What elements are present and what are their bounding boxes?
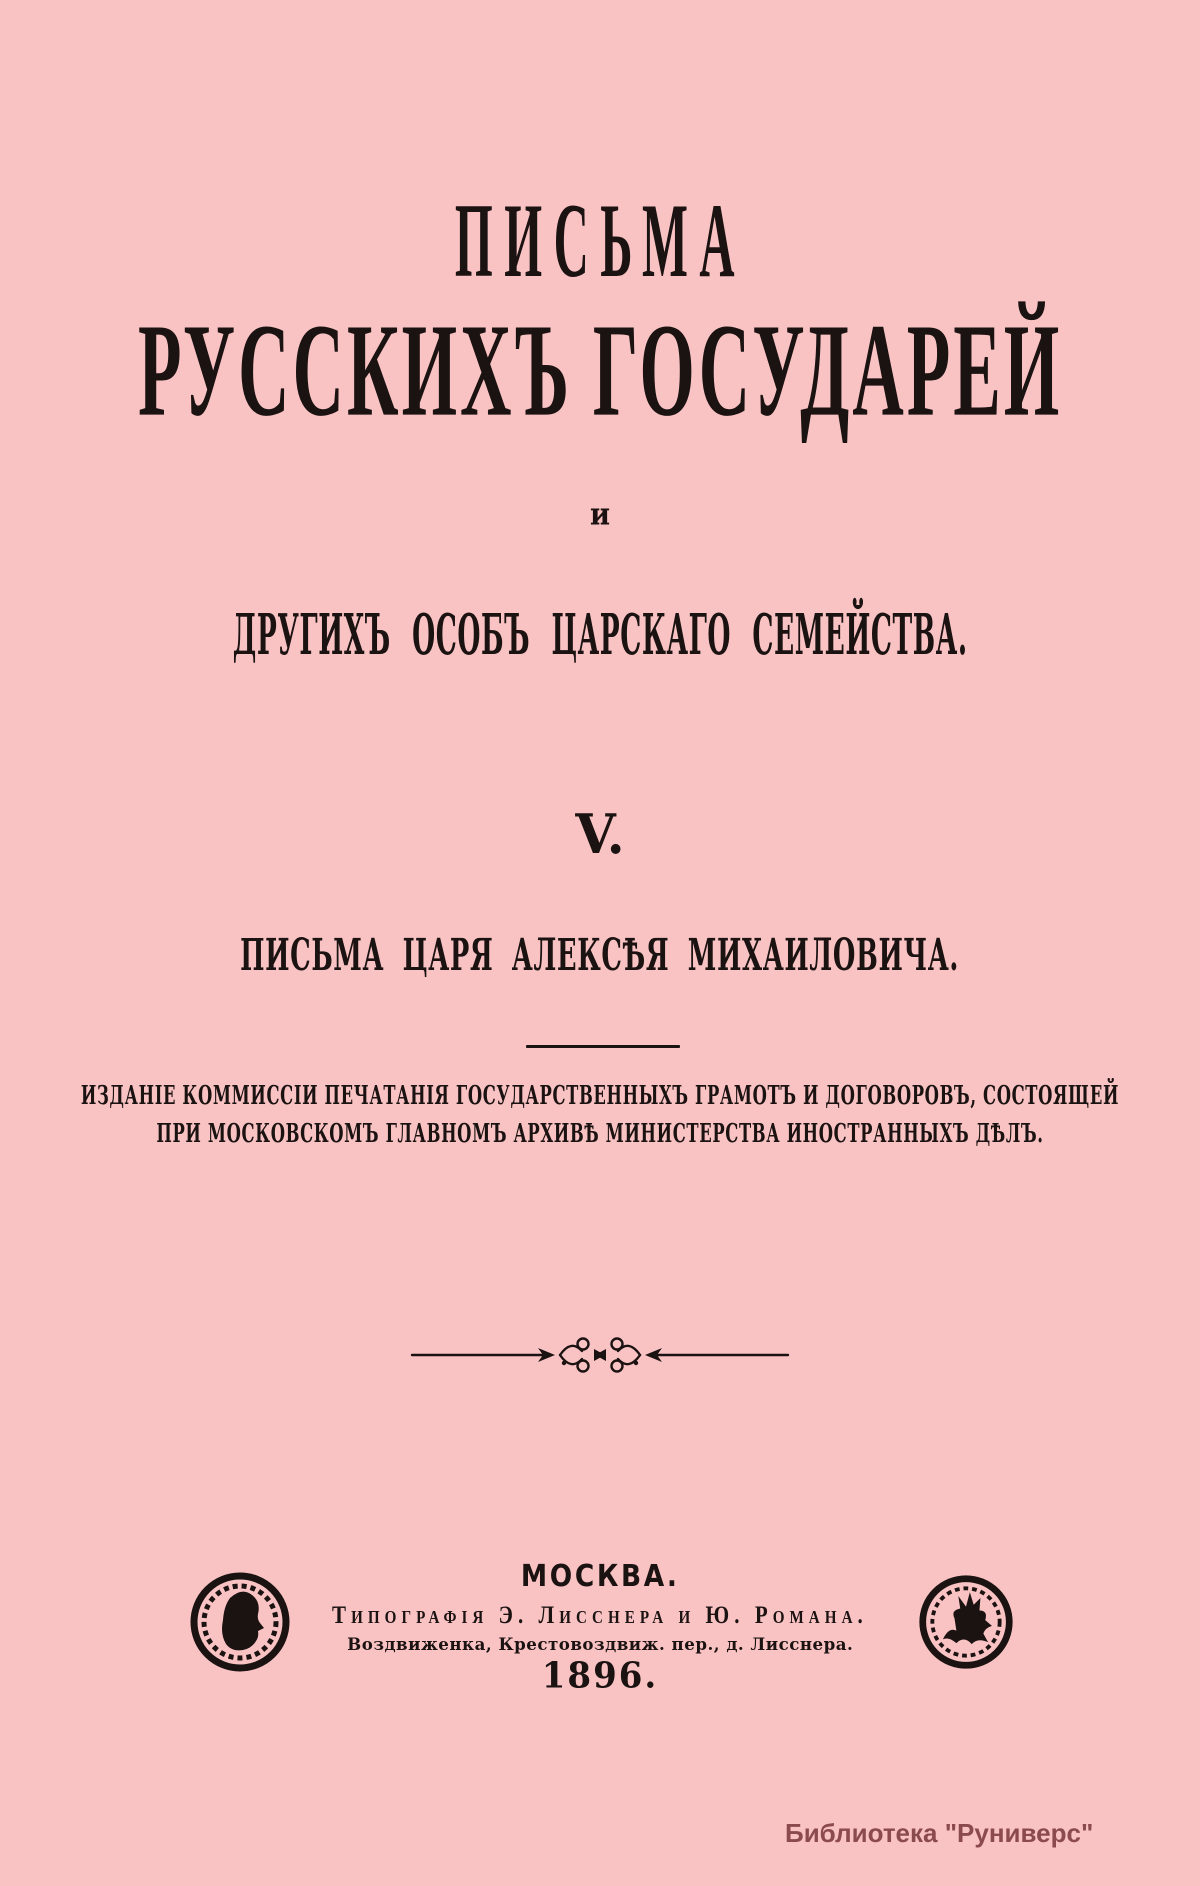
book-title-line-1 <box>0 182 1200 300</box>
horseman-seal-icon <box>916 1572 1016 1672</box>
title-conjunction <box>0 496 1200 533</box>
separator-rule <box>526 1045 680 1048</box>
colophon-city: МОСКВА. <box>520 1559 680 1594</box>
colophon-year: 1896. <box>541 1655 659 1697</box>
commission-note <box>0 1077 1200 1153</box>
volume-number: V. <box>575 802 625 867</box>
volume-subtitle: ПИСЬМА ЦАРЯ АЛЕКСѢЯ МИХАИЛОВИЧА. <box>240 929 960 981</box>
conjunction-i: и <box>589 496 611 533</box>
colophon-address: Воздвиженка, Крестовоздвиж. пер., д. Лисснера. <box>346 1635 854 1655</box>
book-title-word-rulers: РУССКИХЪ ГОСУДАРЕЙ <box>137 295 1063 444</box>
portrait-seal-icon <box>188 1570 292 1674</box>
commission-note-line-1: ИЗДАНІЕ КОММИССІИ ПЕЧАТАНІЯ ГОСУДАРСТВЕННЫХЪ ГРАМОТЪ И ДОГОВОРОВЪ, СОСТОЯЩЕЙ <box>80 1081 1120 1111</box>
library-watermark: Библиотека "Руниверс" <box>785 1818 1094 1848</box>
book-title-word-family: ДРУГИХЪ ОСОБЪ ЦАРСКАГО СЕМЕЙСТВА. <box>232 601 968 668</box>
arrow-flourish-divider-icon <box>410 1332 790 1378</box>
book-title-line-2 <box>0 295 1200 444</box>
colophon-printer: Типографія Э. Лисснера и Ю. Романа. <box>332 1602 868 1629</box>
commission-note-line-2: ПРИ МОСКОВСКОМЪ ГЛАВНОМЪ АРХИВѢ МИНИСТЕРСТВА ИНОСТРАННЫХЪ ДѢЛЪ. <box>156 1119 1044 1149</box>
book-title-word-pisma: ПИСЬМА <box>454 182 746 300</box>
flourish-divider <box>0 1332 1200 1378</box>
book-title-line-3 <box>0 601 1200 668</box>
